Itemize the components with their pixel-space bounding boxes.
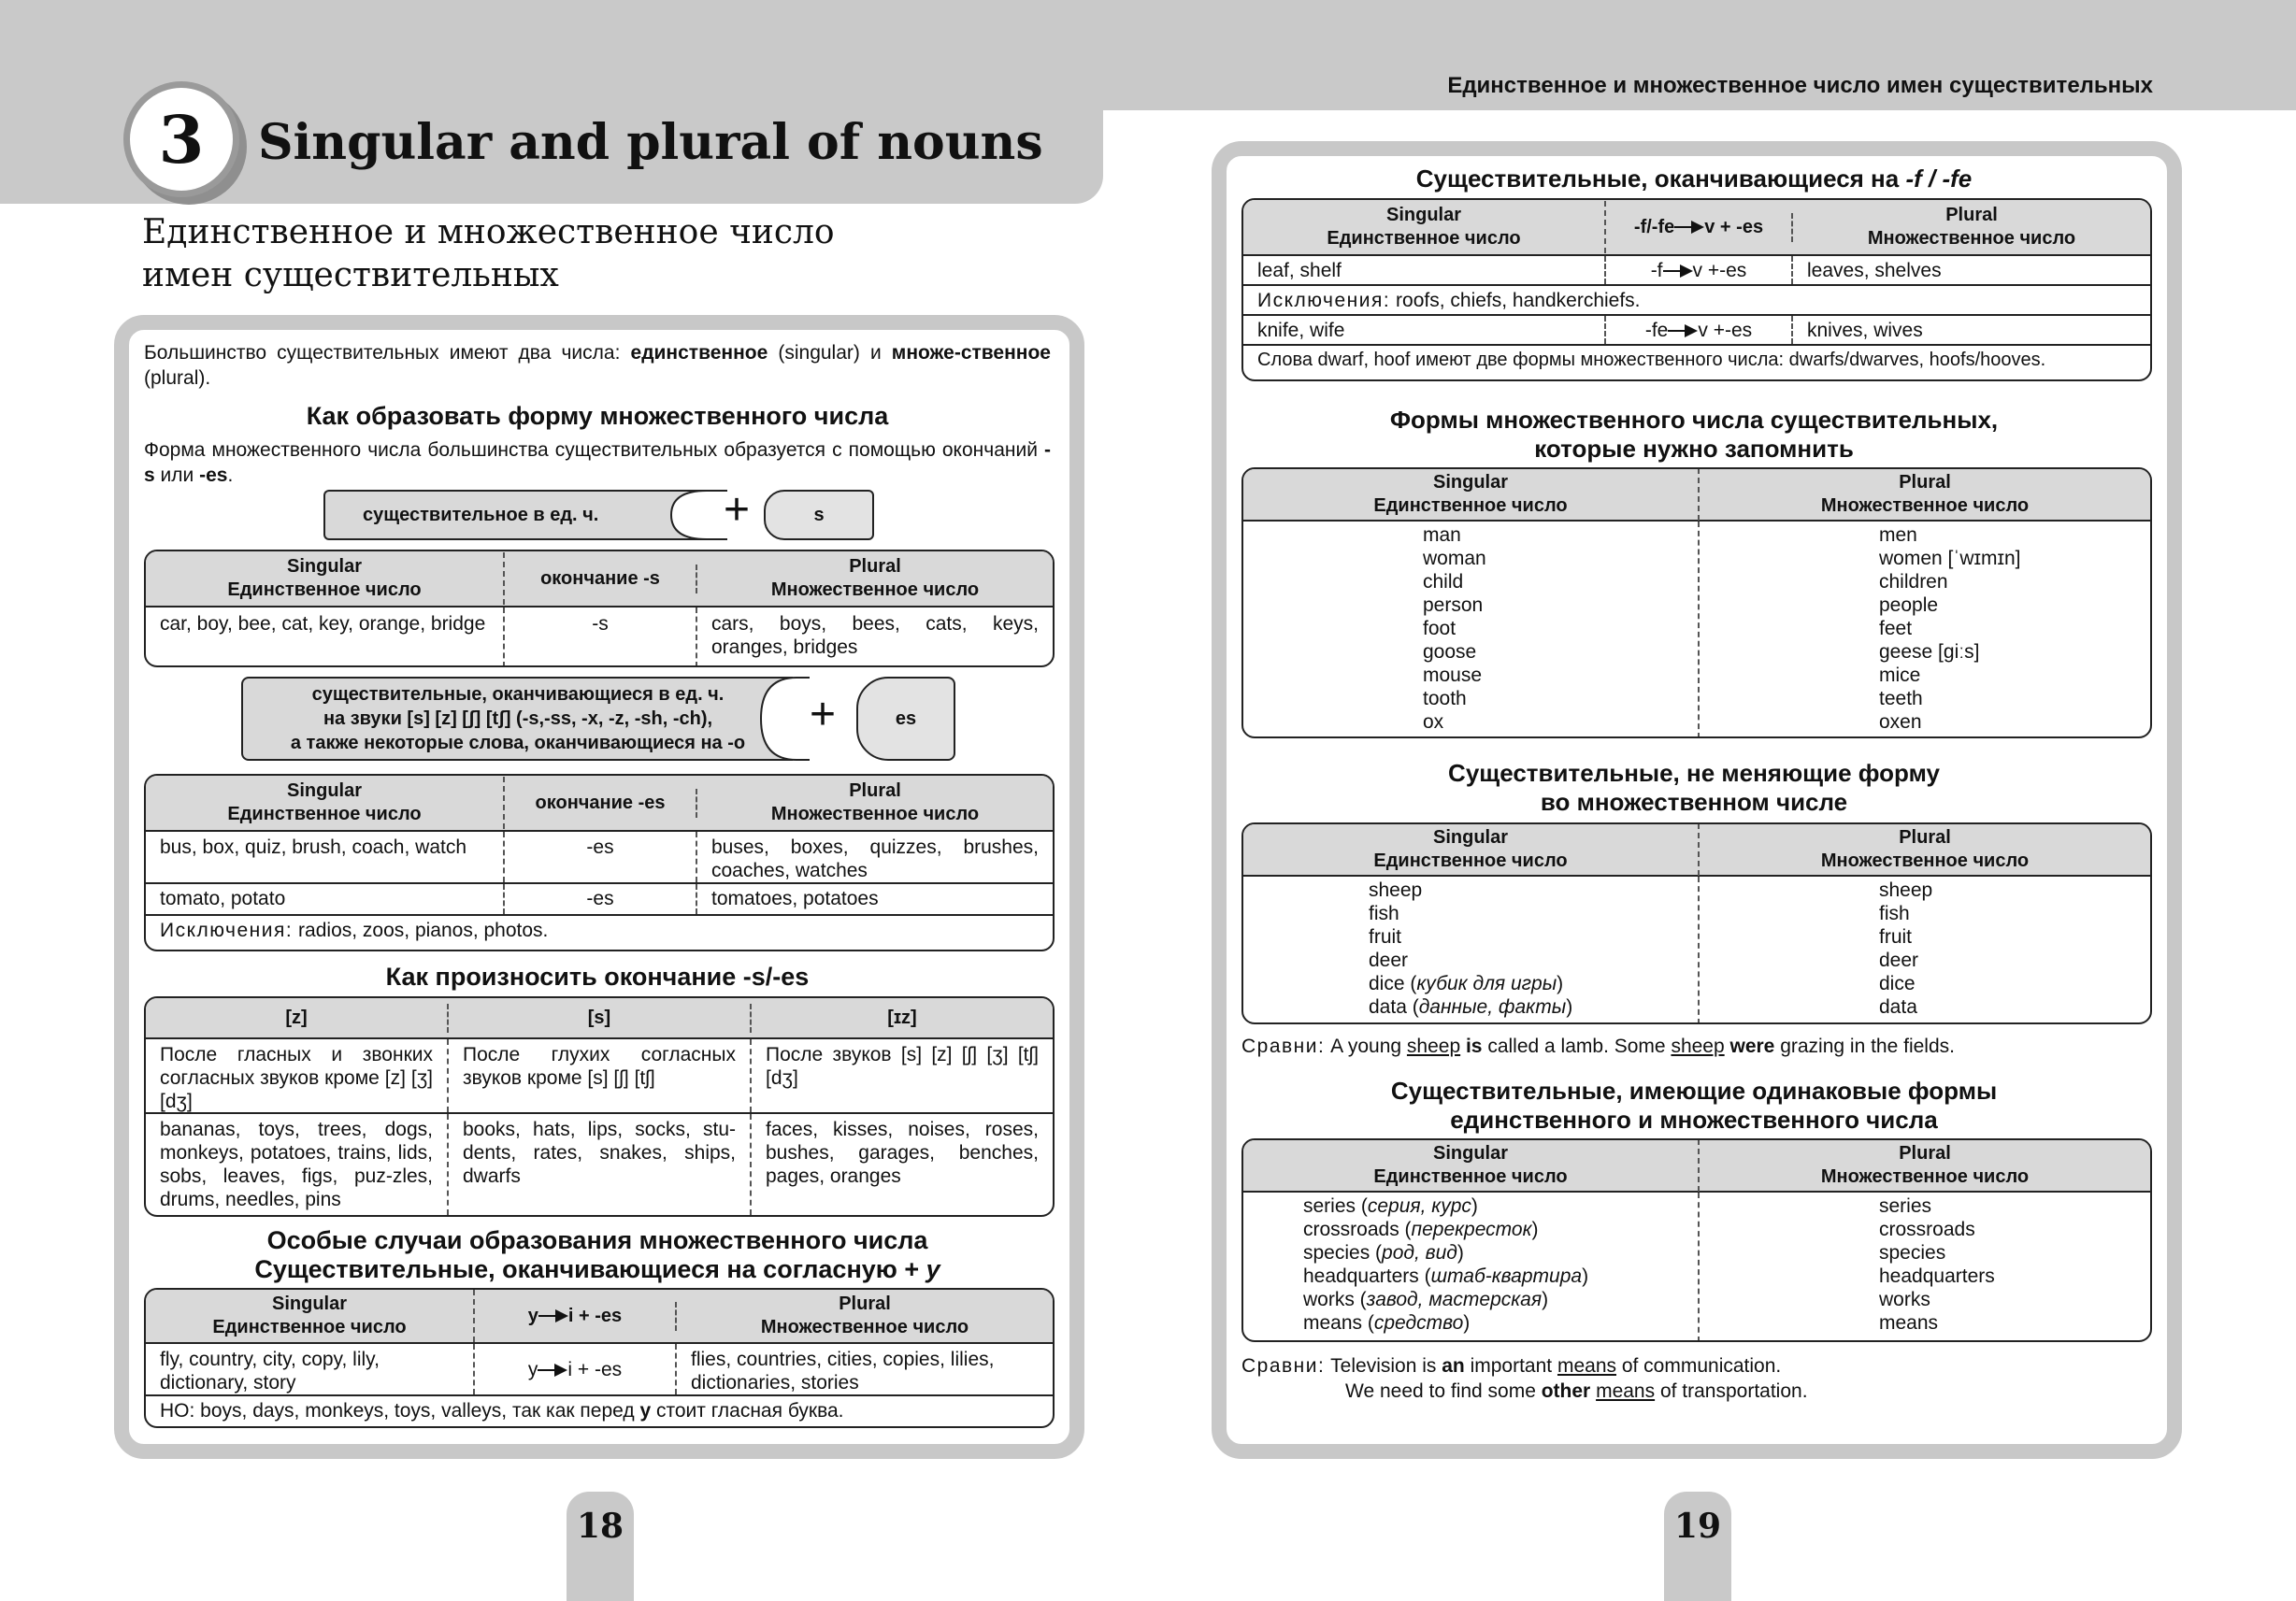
singular-column [1243, 1193, 1700, 1342]
section-title-f-fe: Существительные, оканчивающиеся на -f / -fe [1415, 164, 1973, 193]
list-item: person [1423, 594, 1484, 616]
header-plural: Plural Множественное число [1867, 205, 2076, 249]
list-item: dice [1879, 973, 1916, 994]
header-plural: Plural Множественное число [770, 556, 980, 600]
cell-rule: -f v +-es [1606, 256, 1793, 284]
header-singular: Singular Единственное число [146, 777, 505, 829]
list-item: geese [giːs] [1879, 641, 1980, 663]
header-plural: Plural Множественное число [1820, 1143, 2030, 1187]
arrow-icon [1674, 221, 1704, 234]
scheme-bracket-shape [669, 490, 729, 540]
list-item: series (серия, курс) [1303, 1195, 1478, 1217]
list-item: fruit [1369, 926, 1402, 948]
list-item: series [1879, 1195, 1932, 1217]
scheme-bracket-shape [759, 677, 811, 761]
list-item: headquarters (штаб-квартира) [1303, 1265, 1589, 1287]
section-title-pronunciation: Как произносить окончание -s/-es [385, 963, 810, 991]
header-ending: окончание -s [505, 565, 697, 593]
list-item: dice (кубик для игры) [1369, 973, 1564, 994]
list-item: woman [1423, 548, 1486, 569]
rule-z: После гласных и звонких согласных звуков кроме [z] [ʒ] [dʒ] [146, 1039, 449, 1112]
list-item: sheep [1879, 879, 1933, 901]
table-f-fe [1241, 198, 2152, 381]
list-item: species [1879, 1242, 1946, 1264]
header-iz: [ɪz] [887, 1007, 917, 1028]
cell-singular: bus, box, quiz, brush, coach, watch [146, 832, 505, 882]
cell-ending: -es [505, 884, 697, 914]
exceptions-row: Исключения: roofs, chiefs, handkerchiefs. [1257, 290, 1641, 311]
arrow-icon [1663, 264, 1693, 278]
cell-plural: flies, countries, cities, copies, lilies, dictionaries, stories [691, 1349, 995, 1394]
list-item: mouse [1423, 665, 1483, 686]
singular-column [1243, 522, 1700, 738]
header-singular: Singular Единственное число [146, 552, 505, 605]
list-item: sheep [1369, 879, 1423, 901]
section-title-special-cases: Особые случаи образования множественного числа Существительные, оканчивающиеся на согласную + y [254, 1226, 940, 1283]
list-item: crossroads [1879, 1219, 1975, 1240]
cell-singular: car, boy, bee, cat, key, orange, bridge [146, 608, 505, 667]
intro-paragraph: Большинство существительных имеют два числа: единственное (singular) и множе-ственное (plural). [144, 342, 1051, 389]
list-item: deer [1369, 950, 1409, 971]
chapter-title: Singular and plural of nouns [258, 114, 1043, 171]
header-singular: Singular Единственное число [1243, 468, 1700, 521]
list-item: feet [1879, 618, 1913, 639]
header-s: [s] [449, 1004, 752, 1033]
list-item: child [1423, 571, 1464, 593]
list-item: data (данные, факты) [1369, 996, 1573, 1018]
arrow-icon [538, 1364, 567, 1377]
list-item: teeth [1879, 688, 1923, 709]
running-header: Единственное и множественное число имен существительных [1447, 73, 2153, 98]
list-item: means [1879, 1312, 1939, 1334]
table-unchanged-plurals [1241, 822, 2152, 1024]
list-item: foot [1423, 618, 1457, 639]
cell-rule: -fe v +-es [1606, 316, 1793, 344]
cell-singular: tomato, potato [146, 884, 505, 914]
cell-plural: buses, boxes, quizzes, brushes, coaches, watches [711, 836, 1039, 881]
header-plural: Plural Множественное число [770, 780, 980, 824]
header-ending: окончание -es [505, 789, 697, 818]
scheme-ending-s: s [764, 490, 874, 540]
cell-plural: knives, wives [1807, 320, 1923, 341]
section-title-unchanged: Существительные, не меняющие форму во множественном числе [1448, 759, 1940, 816]
header-singular: Singular Единственное число [1243, 823, 1700, 876]
cell-singular: fly, country, city, copy, lily, dictionary, story [146, 1344, 475, 1394]
list-item: data [1879, 996, 1917, 1018]
scheme-sibilant-box: существительные, оканчивающиеся в ед. ч. на звуки [s] [z] [ʃ] [tʃ] (-s,-ss, -x, -z, -sh, -ch), а также некоторые слова, оканчивающиеся на -o [241, 677, 793, 761]
list-item: headquarters [1879, 1265, 1995, 1287]
singular-column [1243, 877, 1700, 1024]
subtitle-line: имен существительных [142, 256, 559, 294]
how-paragraph: Форма множественного числа большинства существительных образуется с помощью окончаний -s или -es. [144, 439, 1051, 486]
examples-iz: faces, kisses, noises, roses, bushes, garages, benches, pages, oranges [766, 1119, 1039, 1187]
list-item: species (род, вид) [1303, 1242, 1464, 1264]
header-plural: Plural Множественное число [1820, 827, 2030, 871]
subtitle-line: Единственное и множественное число [142, 213, 835, 251]
header-plural: Plural Множественное число [760, 1294, 969, 1337]
examples-s: books, hats, lips, socks, stu-dents, rates, snakes, ships, dwarfs [449, 1114, 752, 1215]
list-item: men [1879, 524, 1917, 546]
rule-s: После глухих согласных звуков кроме [s] [ʃ] [tʃ] [449, 1039, 752, 1112]
cell-singular: knife, wife [1243, 316, 1606, 344]
header-singular: Singular Единственное число [1243, 201, 1606, 253]
list-item: mice [1879, 665, 1921, 686]
plural-column [1700, 877, 2150, 1024]
arrow-icon [538, 1309, 568, 1322]
page-subtitle [142, 211, 835, 297]
rule-iz: После звуков [s] [z] [ʃ] [ʒ] [tʃ] [dʒ] [766, 1044, 1039, 1089]
list-item: people [1879, 594, 1939, 616]
arrow-icon [1668, 324, 1698, 337]
list-item: fish [1879, 903, 1910, 924]
list-item: goose [1423, 641, 1477, 663]
section-title-how-to-form: Как образовать форму множественного числа [306, 402, 889, 430]
list-item: ox [1423, 711, 1444, 733]
list-item: means (средство) [1303, 1312, 1471, 1334]
cell-ending: -s [505, 608, 697, 667]
list-item: deer [1879, 950, 1919, 971]
section-title-irregular: Формы множественного числа существительных, которые нужно запомнить [1389, 406, 1999, 463]
list-item: fish [1369, 903, 1399, 924]
scheme-noun-box: существительное в ед. ч. [323, 490, 720, 540]
list-item: man [1423, 524, 1461, 546]
table-plural-es [144, 774, 1055, 951]
table-irregular-plurals [1241, 467, 2152, 738]
cell-singular: leaf, shelf [1243, 256, 1606, 284]
list-item: fruit [1879, 926, 1913, 948]
list-item: women [ˈwɪmɪn] [1879, 548, 2021, 569]
dwarf-hoof-note: Слова dwarf, hoof имеют две формы множественного числа: dwarfs/dwarves, hoofs/hooves. [1257, 350, 2046, 370]
compare-sheep-sentence: Сравни: A young sheep is called a lamb. Some sheep were grazing in the fields. [1241, 1036, 1955, 1057]
header-plural: Plural Множественное число [1820, 472, 2030, 516]
list-item: children [1879, 571, 1948, 593]
cell-plural: cars, boys, bees, cats, keys, oranges, bridges [711, 613, 1039, 658]
note-row: НО: boys, days, monkeys, toys, valleys, так как перед y стоит гласная буква. [160, 1400, 844, 1422]
page-number-right: 19 [1664, 1492, 1731, 1601]
cell-ending: -es [505, 832, 697, 882]
section-title-identical-forms: Существительные, имеющие одинаковые формы единственного и множественного числа [1390, 1077, 1998, 1134]
plus-sign: + [810, 690, 837, 739]
chapter-number-badge: 3 [123, 81, 239, 197]
header-singular: Singular Единственное число [1243, 1139, 1700, 1192]
list-item: tooth [1423, 688, 1467, 709]
list-item: works (завод, мастерская) [1303, 1289, 1549, 1310]
header-z: [z] [146, 1004, 449, 1033]
exceptions-row: Исключения: radios, zoos, pianos, photos. [160, 920, 549, 941]
examples-z: bananas, toys, trees, dogs, monkeys, potatoes, trains, lids, sobs, leaves, figs, puz-zles, drums, needles, pins [146, 1114, 449, 1215]
list-item: crossroads (перекресток) [1303, 1219, 1539, 1240]
cell-plural: leaves, shelves [1807, 260, 1942, 281]
table-plural-s [144, 550, 1055, 667]
list-item: oxen [1879, 711, 1922, 733]
list-item: works [1879, 1289, 1930, 1310]
page-number-left: 18 [567, 1492, 634, 1601]
header-rule: -f/-fe v + -es [1606, 213, 1793, 242]
scheme-ending-es: es [856, 677, 955, 761]
plus-sign: + [724, 485, 751, 535]
cell-plural: tomatoes, potatoes [711, 888, 879, 909]
table-identical-forms [1241, 1138, 2152, 1342]
header-singular: Singular Единственное число [146, 1290, 475, 1342]
table-consonant-y [144, 1288, 1055, 1428]
cell-rule: y i + -es [475, 1344, 677, 1394]
table-pronunciation [144, 996, 1055, 1217]
plural-column [1700, 1193, 2150, 1342]
compare-means-sentences: Сравни: Television is an important means of communication. We need to find some other means of transportation. [1241, 1355, 1808, 1402]
plural-column [1700, 522, 2150, 738]
header-rule: y i + -es [475, 1302, 677, 1331]
